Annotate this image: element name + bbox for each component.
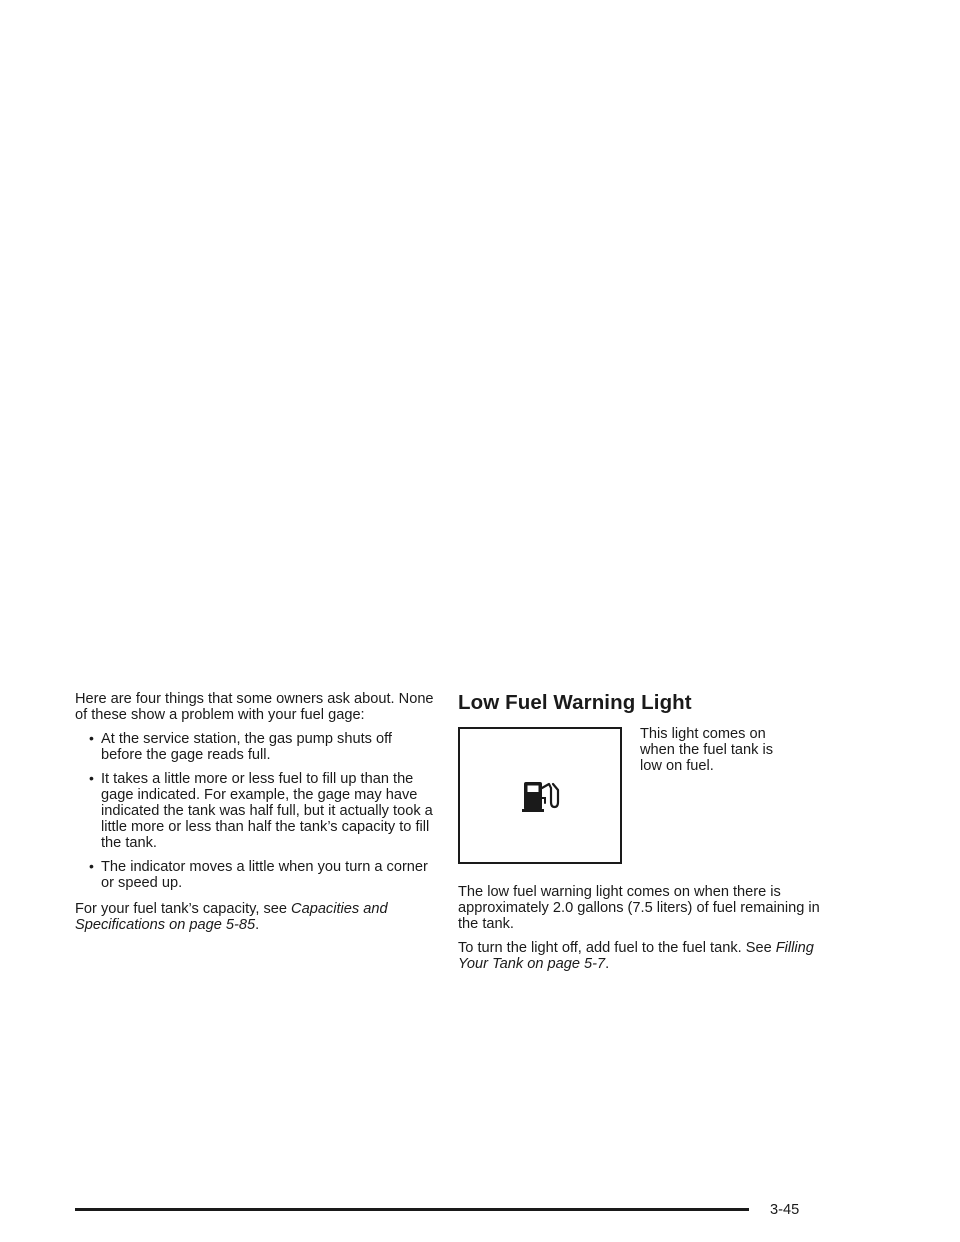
footer-rule [75, 1208, 749, 1211]
bullet-item-indicator-moves: • The indicator moves a little when you turn a corner or speed up. [75, 859, 435, 891]
capacity-period: . [255, 917, 260, 933]
indicator-box [458, 727, 622, 864]
fuel-pump-icon [520, 776, 560, 816]
low-fuel-paragraph: The low fuel warning light comes on when there is approximately 2.0 gallons (7.5 liters) of fuel remaining in the tank. [458, 884, 820, 932]
capacity-reference-link[interactable]: Capacities and Specifications on page 5-85 [75, 901, 388, 933]
turn-off-text: To turn the light off, add fuel to the fuel tank. See [458, 940, 776, 956]
turn-off-period: . [605, 956, 610, 972]
section-heading: Low Fuel Warning Light [458, 691, 692, 714]
capacity-paragraph [75, 901, 435, 933]
intro-paragraph: Here are four things that some owners ask about. None of these show a problem with your fuel gage: [75, 691, 434, 723]
fuel-gage-bullet-list [75, 731, 435, 891]
right-column [458, 691, 828, 972]
turn-off-paragraph [458, 940, 828, 972]
left-column [75, 691, 435, 933]
indicator-caption: This light comes on when the fuel tank is low on fuel. [640, 726, 774, 774]
indicator-row [458, 727, 828, 864]
page-number: 3-45 [770, 1202, 800, 1218]
bullet-item-fill-amount: • It takes a little more or less fuel to fill up than the gage indicated. For example, the gage may have indicated the tank was half full, but it actually took a little more or less than half the tank’s capacity to fill the tank. [75, 771, 435, 851]
capacity-text: For your fuel tank’s capacity, see [75, 901, 292, 917]
bullet-item-pump-shutoff: • At the service station, the gas pump shuts off before the gage reads full. [75, 731, 435, 763]
filling-tank-reference-link[interactable]: Filling Your Tank on page 5-7 [458, 940, 814, 972]
